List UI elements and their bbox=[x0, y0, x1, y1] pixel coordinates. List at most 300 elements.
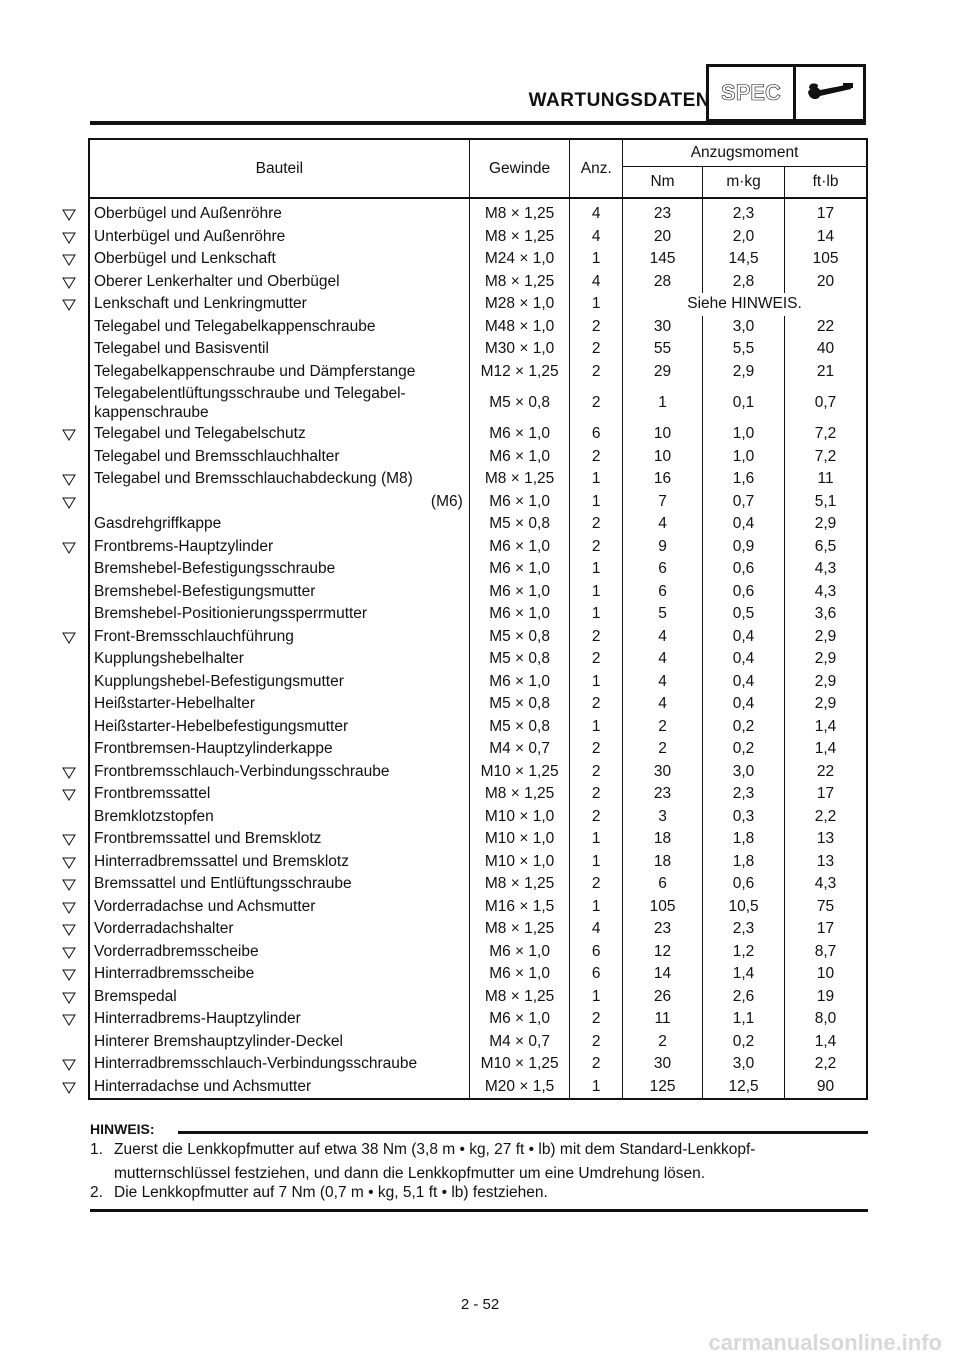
cell-qty: 1 bbox=[570, 248, 623, 271]
col-header-thread: Gewinde bbox=[469, 139, 570, 198]
cell-mkg: 1,1 bbox=[703, 1008, 785, 1031]
cell-ftlb: 21 bbox=[785, 361, 867, 384]
page-title: WARTUNGSDATEN bbox=[528, 90, 710, 111]
table-row bbox=[89, 491, 867, 514]
cell-nm: 18 bbox=[623, 828, 703, 851]
cell-thread: M10 × 1,0 bbox=[469, 851, 570, 874]
triangle-mark-icon bbox=[62, 298, 76, 310]
cell-mkg: 1,6 bbox=[703, 468, 785, 491]
cell-mkg: 0,5 bbox=[703, 603, 785, 626]
cell-nm: 14 bbox=[623, 963, 703, 986]
cell-mkg: 2,3 bbox=[703, 918, 785, 941]
cell-mkg: 0,4 bbox=[703, 626, 785, 649]
cell-ftlb: 1,4 bbox=[785, 716, 867, 739]
cell-qty: 4 bbox=[570, 918, 623, 941]
cell-nm: 4 bbox=[623, 671, 703, 694]
cell-nm: 30 bbox=[623, 761, 703, 784]
cell-mkg: 2,8 bbox=[703, 271, 785, 294]
note-text: Die Lenkkopfmutter auf 7 Nm (0,7 m • kg, 5,1 ft • lb) festziehen. bbox=[114, 1184, 548, 1201]
table-row bbox=[89, 513, 867, 536]
table-row bbox=[89, 603, 867, 626]
table-row bbox=[89, 293, 867, 316]
cell-part: Vorderradachse und Achsmutter bbox=[94, 897, 316, 915]
cell-ftlb: 75 bbox=[785, 896, 867, 919]
cell-mkg: 1,0 bbox=[703, 423, 785, 446]
triangle-mark-icon bbox=[62, 231, 76, 243]
torque-table bbox=[88, 138, 868, 1100]
cell-thread: M6 × 1,0 bbox=[469, 446, 570, 469]
cell-ftlb: 2,9 bbox=[785, 671, 867, 694]
cell-ftlb: 2,2 bbox=[785, 1053, 867, 1076]
triangle-mark-icon bbox=[62, 541, 76, 553]
cell-ftlb: 4,3 bbox=[785, 558, 867, 581]
table-row bbox=[89, 716, 867, 739]
cell-mkg: 2,9 bbox=[703, 361, 785, 384]
table-row bbox=[89, 896, 867, 919]
cell-part-line: Telegabelentlüftungsschraube und Telegabel- bbox=[94, 385, 406, 402]
cell-mkg: 1,0 bbox=[703, 446, 785, 469]
cell-qty: 1 bbox=[570, 491, 623, 514]
cell-thread: M6 × 1,0 bbox=[469, 671, 570, 694]
cell-part: Frontbremsen-Hauptzylinderkappe bbox=[94, 740, 333, 758]
cell-qty: 2 bbox=[570, 361, 623, 384]
table-row bbox=[89, 383, 867, 423]
table-row bbox=[89, 1008, 867, 1031]
cell-thread: M8 × 1,25 bbox=[469, 918, 570, 941]
cell-mkg: 1,8 bbox=[703, 851, 785, 874]
cell-ftlb: 11 bbox=[785, 468, 867, 491]
cell-thread: M10 × 1,25 bbox=[469, 761, 570, 784]
cell-mkg: 2,3 bbox=[703, 783, 785, 806]
note-text-line: Zuerst die Lenkkopfmutter auf etwa 38 Nm (3,8 m • kg, 27 ft • lb) mit dem Standard-Lenkkopf- bbox=[114, 1141, 756, 1158]
cell-mkg: 1,8 bbox=[703, 828, 785, 851]
cell-mkg: 0,2 bbox=[703, 738, 785, 761]
cell-qty: 6 bbox=[570, 963, 623, 986]
cell-mkg: 0,2 bbox=[703, 1031, 785, 1054]
cell-part: Bremklotzstopfen bbox=[94, 807, 214, 825]
triangle-mark-icon bbox=[62, 276, 76, 288]
cell-part: Oberbügel und Lenkschaft bbox=[94, 250, 276, 268]
cell-part: Bremshebel-Befestigungsschraube bbox=[94, 560, 336, 578]
cell-qty: 2 bbox=[570, 693, 623, 716]
cell-nm: 20 bbox=[623, 226, 703, 249]
cell-thread: M8 × 1,25 bbox=[469, 226, 570, 249]
cell-thread: M5 × 0,8 bbox=[469, 513, 570, 536]
cell-mkg: 2,0 bbox=[703, 226, 785, 249]
cell-part: Vorderradbremsscheibe bbox=[94, 942, 259, 960]
col-header-qty: Anz. bbox=[570, 139, 623, 198]
table-row bbox=[89, 806, 867, 829]
cell-nm: 12 bbox=[623, 941, 703, 964]
cell-ftlb: 17 bbox=[785, 783, 867, 806]
cell-mkg: 3,0 bbox=[703, 316, 785, 339]
cell-qty: 2 bbox=[570, 316, 623, 339]
cell-part: Telegabelkappenschraube und Dämpferstange bbox=[94, 362, 416, 380]
cell-ftlb: 2,9 bbox=[785, 648, 867, 671]
cell-ftlb: 0,7 bbox=[785, 383, 867, 423]
cell-nm: 30 bbox=[623, 1053, 703, 1076]
triangle-mark-icon bbox=[62, 788, 76, 800]
cell-thread: M6 × 1,0 bbox=[469, 536, 570, 559]
spec-badge bbox=[706, 64, 866, 122]
cell-thread: M5 × 0,8 bbox=[469, 626, 570, 649]
cell-ftlb: 2,9 bbox=[785, 626, 867, 649]
cell-mkg: 10,5 bbox=[703, 896, 785, 919]
cell-part: (M6) bbox=[430, 492, 463, 510]
table-row bbox=[89, 648, 867, 671]
cell-qty: 2 bbox=[570, 738, 623, 761]
triangle-mark-icon bbox=[62, 631, 76, 643]
cell-thread: M6 × 1,0 bbox=[469, 963, 570, 986]
cell-nm: 4 bbox=[623, 626, 703, 649]
cell-thread: M8 × 1,25 bbox=[469, 468, 570, 491]
cell-part: Bremshebel-Positionierungssperrmutter bbox=[94, 605, 368, 623]
cell-part: Lenkschaft und Lenkringmutter bbox=[94, 295, 307, 313]
cell-nm: 2 bbox=[623, 738, 703, 761]
cell-ftlb: 105 bbox=[785, 248, 867, 271]
cell-qty: 2 bbox=[570, 783, 623, 806]
table-row bbox=[89, 468, 867, 491]
cell-nm: 23 bbox=[623, 918, 703, 941]
cell-nm: 6 bbox=[623, 581, 703, 604]
table-row bbox=[89, 963, 867, 986]
triangle-mark-icon bbox=[62, 766, 76, 778]
table-row bbox=[89, 873, 867, 896]
cell-thread: M6 × 1,0 bbox=[469, 558, 570, 581]
triangle-mark-icon bbox=[62, 208, 76, 220]
cell-nm: 125 bbox=[623, 1076, 703, 1100]
triangle-mark-icon bbox=[62, 1013, 76, 1025]
cell-nm: 55 bbox=[623, 338, 703, 361]
cell-part: Telegabel und Telegabelschutz bbox=[94, 425, 306, 443]
cell-thread: M4 × 0,7 bbox=[469, 738, 570, 761]
cell-nm: 6 bbox=[623, 873, 703, 896]
cell-qty: 6 bbox=[570, 423, 623, 446]
cell-thread: M12 × 1,25 bbox=[469, 361, 570, 384]
cell-nm: 4 bbox=[623, 693, 703, 716]
triangle-mark-icon bbox=[62, 496, 76, 508]
triangle-mark-icon bbox=[62, 1058, 76, 1070]
cell-thread: M30 × 1,0 bbox=[469, 338, 570, 361]
table-row bbox=[89, 761, 867, 784]
cell-thread: M24 × 1,0 bbox=[469, 248, 570, 271]
cell-mkg: 0,6 bbox=[703, 581, 785, 604]
cell-qty: 1 bbox=[570, 828, 623, 851]
cell-ftlb: 7,2 bbox=[785, 423, 867, 446]
cell-qty: 1 bbox=[570, 851, 623, 874]
cell-mkg: 0,4 bbox=[703, 513, 785, 536]
note-number: 1. bbox=[90, 1141, 103, 1158]
cell-nm: 18 bbox=[623, 851, 703, 874]
cell-part: Gasdrehgriffkappe bbox=[94, 515, 222, 533]
table-row bbox=[89, 1031, 867, 1054]
cell-thread: M8 × 1,25 bbox=[469, 986, 570, 1009]
cell-qty: 2 bbox=[570, 873, 623, 896]
cell-thread: M5 × 0,8 bbox=[469, 716, 570, 739]
note-label: HINWEIS: bbox=[90, 1121, 155, 1137]
cell-part: Hinterradbremsschlauch-Verbindungsschraube bbox=[94, 1055, 418, 1073]
cell-mkg: 2,3 bbox=[703, 198, 785, 226]
cell-qty: 1 bbox=[570, 986, 623, 1009]
cell-ftlb: 40 bbox=[785, 338, 867, 361]
note-text bbox=[114, 1138, 868, 1186]
cell-part: Frontbremssattel und Bremsklotz bbox=[94, 830, 322, 848]
cell-nm: 23 bbox=[623, 783, 703, 806]
cell-qty: 2 bbox=[570, 648, 623, 671]
triangle-mark-icon bbox=[62, 991, 76, 1003]
cell-part: Oberbügel und Außenröhre bbox=[89, 198, 469, 226]
table-row bbox=[89, 446, 867, 469]
cell-mkg: 0,7 bbox=[703, 491, 785, 514]
cell-part: Hinterradachse und Achsmutter bbox=[94, 1077, 312, 1095]
cell-ftlb: 5,1 bbox=[785, 491, 867, 514]
cell-mkg: 3,0 bbox=[703, 1053, 785, 1076]
cell-nm: 4 bbox=[623, 513, 703, 536]
cell-qty: 2 bbox=[570, 761, 623, 784]
cell-thread: M6 × 1,0 bbox=[469, 581, 570, 604]
note-rule bbox=[178, 1131, 868, 1134]
triangle-mark-icon bbox=[62, 923, 76, 935]
page-number: 2 - 52 bbox=[460, 1296, 500, 1313]
cell-thread: M10 × 1,0 bbox=[469, 806, 570, 829]
cell-qty: 2 bbox=[570, 626, 623, 649]
cell-ftlb: 20 bbox=[785, 271, 867, 294]
cell-thread: M5 × 0,8 bbox=[469, 383, 570, 423]
table-row bbox=[89, 581, 867, 604]
cell-ftlb: 1,4 bbox=[785, 738, 867, 761]
cell-ftlb: 13 bbox=[785, 851, 867, 874]
triangle-mark-icon bbox=[62, 473, 76, 485]
cell-mkg: 1,2 bbox=[703, 941, 785, 964]
cell-thread: M8 × 1,25 bbox=[469, 873, 570, 896]
triangle-mark-icon bbox=[62, 878, 76, 890]
cell-qty: 1 bbox=[570, 671, 623, 694]
table-row bbox=[89, 986, 867, 1009]
cell-thread: M16 × 1,5 bbox=[469, 896, 570, 919]
cell-part: Heißstarter-Hebelhalter bbox=[94, 695, 256, 713]
cell-thread: M5 × 0,8 bbox=[469, 693, 570, 716]
cell-nm: 7 bbox=[623, 491, 703, 514]
cell-thread: M20 × 1,5 bbox=[469, 1076, 570, 1100]
cell-nm: 4 bbox=[623, 648, 703, 671]
cell-ftlb: 3,6 bbox=[785, 603, 867, 626]
cell-part: Bremspedal bbox=[94, 987, 177, 1005]
cell-nm: 10 bbox=[623, 446, 703, 469]
cell-thread: M10 × 1,25 bbox=[469, 1053, 570, 1076]
cell-nm: 29 bbox=[623, 361, 703, 384]
triangle-mark-icon bbox=[62, 1081, 76, 1093]
cell-qty: 2 bbox=[570, 1008, 623, 1031]
cell-part: Telegabel und Basisventil bbox=[94, 340, 269, 358]
cell-nm: 9 bbox=[623, 536, 703, 559]
col-header-nm: Nm bbox=[623, 167, 703, 199]
cell-nm: 2 bbox=[623, 1031, 703, 1054]
cell-thread: M6 × 1,0 bbox=[469, 603, 570, 626]
cell-thread: M6 × 1,0 bbox=[469, 1008, 570, 1031]
cell-nm: 30 bbox=[623, 316, 703, 339]
cell-qty: 2 bbox=[570, 513, 623, 536]
cell-mkg: 12,5 bbox=[703, 1076, 785, 1100]
cell-ftlb: 10 bbox=[785, 963, 867, 986]
table-row bbox=[89, 558, 867, 581]
table-row bbox=[89, 361, 867, 384]
cell-part: Hinterradbrems-Hauptzylinder bbox=[94, 1010, 301, 1028]
cell-mkg: 5,5 bbox=[703, 338, 785, 361]
triangle-mark-icon bbox=[62, 968, 76, 980]
cell-part: Vorderradachshalter bbox=[94, 920, 234, 938]
cell-part: Frontbremssattel bbox=[94, 785, 211, 803]
cell-nm: 3 bbox=[623, 806, 703, 829]
cell-mkg: 0,4 bbox=[703, 671, 785, 694]
cell-part: Bremssattel und Entlüftungsschraube bbox=[94, 875, 352, 893]
triangle-mark-icon bbox=[62, 253, 76, 265]
table-row bbox=[89, 693, 867, 716]
cell-qty: 1 bbox=[570, 603, 623, 626]
triangle-mark-icon bbox=[62, 833, 76, 845]
triangle-mark-icon bbox=[62, 901, 76, 913]
cell-qty: 2 bbox=[570, 338, 623, 361]
cell-thread: M28 × 1,0 bbox=[469, 293, 570, 316]
table-row bbox=[89, 1053, 867, 1076]
cell-nm: 28 bbox=[623, 271, 703, 294]
spec-label: SPEC bbox=[709, 67, 796, 119]
cell-thread: M6 × 1,0 bbox=[469, 491, 570, 514]
table-row bbox=[89, 338, 867, 361]
cell-part: Front-Bremsschlauchführung bbox=[94, 627, 294, 645]
cell-nm: 10 bbox=[623, 423, 703, 446]
table-row bbox=[89, 198, 867, 226]
cell-nm: 26 bbox=[623, 986, 703, 1009]
table-row bbox=[89, 783, 867, 806]
cell-ftlb: 8,0 bbox=[785, 1008, 867, 1031]
cell-thread: M8 × 1,25 bbox=[469, 783, 570, 806]
cell-nm: 105 bbox=[623, 896, 703, 919]
cell-qty: 2 bbox=[570, 383, 623, 423]
cell-mkg: 0,2 bbox=[703, 716, 785, 739]
cell-ftlb: 17 bbox=[785, 918, 867, 941]
cell-part: Telegabel und Bremsschlauchhalter bbox=[94, 447, 340, 465]
cell-part: Hinterradbremssattel und Bremsklotz bbox=[94, 852, 349, 870]
cell-ftlb: 2,9 bbox=[785, 693, 867, 716]
cell-mkg: 3,0 bbox=[703, 761, 785, 784]
table-row bbox=[89, 626, 867, 649]
table-row bbox=[89, 536, 867, 559]
cell-qty: 2 bbox=[570, 446, 623, 469]
cell-qty: 2 bbox=[570, 1031, 623, 1054]
cell-part: Hinterradbremsscheibe bbox=[94, 965, 255, 983]
cell-ftlb: 13 bbox=[785, 828, 867, 851]
cell-ftlb: 7,2 bbox=[785, 446, 867, 469]
cell-thread: M8 × 1,25 bbox=[469, 198, 570, 226]
cell-qty: 1 bbox=[570, 581, 623, 604]
watermark: carmanualsonline.info bbox=[708, 1330, 942, 1355]
cell-qty: 1 bbox=[570, 1076, 623, 1100]
cell-nm: 6 bbox=[623, 558, 703, 581]
note-number: 2. bbox=[90, 1184, 103, 1201]
cell-ftlb: 14 bbox=[785, 226, 867, 249]
cell-qty: 2 bbox=[570, 1053, 623, 1076]
cell-qty: 1 bbox=[570, 293, 623, 316]
table-row bbox=[89, 671, 867, 694]
cell-thread: M4 × 0,7 bbox=[469, 1031, 570, 1054]
cell-part: Telegabel und Telegabelkappenschraube bbox=[94, 317, 376, 335]
col-header-mkg: m·kg bbox=[703, 167, 785, 199]
cell-part: Oberer Lenkerhalter und Oberbügel bbox=[94, 272, 340, 290]
table-row bbox=[89, 738, 867, 761]
cell-thread: M10 × 1,0 bbox=[469, 828, 570, 851]
cell-mkg: 0,6 bbox=[703, 873, 785, 896]
cell-qty: 1 bbox=[570, 896, 623, 919]
cell-ftlb: 4,3 bbox=[785, 873, 867, 896]
cell-mkg: 2,6 bbox=[703, 986, 785, 1009]
cell-ftlb: 17 bbox=[785, 198, 867, 226]
cell-part: Frontbrems-Hauptzylinder bbox=[94, 537, 274, 555]
cell-ftlb: 8,7 bbox=[785, 941, 867, 964]
cell-nm: 16 bbox=[623, 468, 703, 491]
cell-ftlb: 6,5 bbox=[785, 536, 867, 559]
table-row bbox=[89, 918, 867, 941]
cell-mkg: 0,3 bbox=[703, 806, 785, 829]
cell-thread: M6 × 1,0 bbox=[469, 941, 570, 964]
cell-thread: M6 × 1,0 bbox=[469, 423, 570, 446]
cell-nm: 2 bbox=[623, 716, 703, 739]
cell-thread: M8 × 1,25 bbox=[469, 271, 570, 294]
cell-part: Kupplungshebel-Befestigungsmutter bbox=[94, 672, 344, 690]
cell-mkg: 14,5 bbox=[703, 248, 785, 271]
cell-mkg: 0,9 bbox=[703, 536, 785, 559]
cell-qty: 1 bbox=[570, 716, 623, 739]
cell-ftlb: 2,9 bbox=[785, 513, 867, 536]
col-header-part: Bauteil bbox=[255, 159, 304, 177]
cell-qty: 2 bbox=[570, 536, 623, 559]
cell-qty: 4 bbox=[570, 226, 623, 249]
cell-ftlb: 4,3 bbox=[785, 581, 867, 604]
col-header-torque: Anzugsmoment bbox=[623, 139, 867, 167]
cell-part: Heißstarter-Hebelbefestigungsmutter bbox=[94, 717, 349, 735]
cell-nm: 23 bbox=[623, 198, 703, 226]
cell-part: Unterbügel und Außenröhre bbox=[94, 227, 286, 245]
table-row bbox=[89, 271, 867, 294]
cell-part: Telegabel und Bremsschlauchabdeckung (M8) bbox=[94, 470, 413, 488]
cell-ftlb: 22 bbox=[785, 316, 867, 339]
cell-ftlb: 90 bbox=[785, 1076, 867, 1100]
cell-qty: 1 bbox=[570, 468, 623, 491]
cell-part: Kupplungshebelhalter bbox=[94, 650, 244, 668]
cell-mkg: 0,1 bbox=[703, 383, 785, 423]
cell-nm: 11 bbox=[623, 1008, 703, 1031]
triangle-mark-icon bbox=[62, 856, 76, 868]
table-row bbox=[89, 1076, 867, 1100]
cell-qty: 4 bbox=[570, 198, 623, 226]
cell-nm: 1 bbox=[623, 383, 703, 423]
table-row bbox=[89, 423, 867, 446]
table-row bbox=[89, 828, 867, 851]
cell-torque-note: Siehe HINWEIS. bbox=[623, 293, 867, 316]
cell-mkg: 1,4 bbox=[703, 963, 785, 986]
col-header-ftlb: ft·lb bbox=[785, 167, 867, 199]
cell-ftlb: 19 bbox=[785, 986, 867, 1009]
cell-part bbox=[89, 383, 469, 423]
cell-mkg: 0,6 bbox=[703, 558, 785, 581]
cell-mkg: 0,4 bbox=[703, 648, 785, 671]
cell-ftlb: 2,2 bbox=[785, 806, 867, 829]
bottom-rule bbox=[90, 1209, 868, 1212]
table-row bbox=[89, 941, 867, 964]
wrench-icon bbox=[796, 67, 863, 119]
table-row bbox=[89, 248, 867, 271]
cell-nm: 5 bbox=[623, 603, 703, 626]
cell-qty: 4 bbox=[570, 271, 623, 294]
